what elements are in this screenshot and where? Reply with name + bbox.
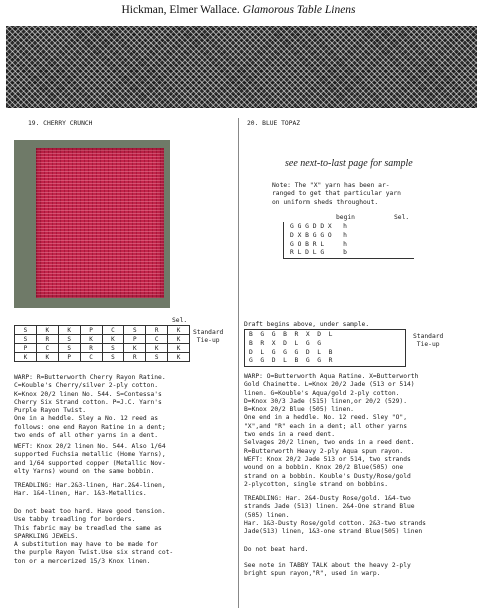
draft-cell: S (146, 353, 168, 362)
section-heading-cherry-crunch: 19. CHERRY CRUNCH (28, 120, 93, 127)
warp-paragraph-left: WARP: R=Butterworth Cherry Rayon Ratine. C=Kouble's Cherry/silver 2-ply cotton. K=Knox 20/2 linen No. 544. S=Contessa's Cherry Six Strand cotton. P=J.C. Yarn's Purple Rayon Twist. One in a heddle. Sley a No. 12 reed as follows: one end Rayon Ratine in a dent; two ends of all other yarns in a dent. (14, 374, 166, 440)
draft-row (15, 326, 190, 335)
see-sample-note: see next-to-last page for sample (285, 158, 413, 169)
standard-tieup-right: Standard Tie-up (413, 333, 444, 349)
treadling-paragraph-left: TREADLING: Har.2&3-linen, Har.2&4-linen, Har. 1&4-linen, Har. 1&3-Metallics. (14, 482, 166, 498)
small-draft-row: D X B G G O h (290, 232, 347, 239)
draft-cell: K (168, 344, 190, 353)
draft-cell: K (58, 326, 80, 335)
fabric-banner-image (6, 26, 477, 108)
small-draft-row: R L D L G b (290, 249, 347, 256)
draft-cell: R (80, 344, 102, 353)
begin-label: begin (336, 214, 355, 221)
draft-row: G G D L B G G R (249, 357, 333, 364)
draft-row (15, 344, 190, 353)
draft-cell: S (15, 326, 37, 335)
draft-cell: K (168, 335, 190, 344)
x-yarn-note: Note: The "X" yarn has been ar- ranged to get that particular yarn on uniform sheds throughout. (272, 182, 401, 206)
warp-paragraph-right: WARP: O=Butterworth Aqua Ratine. X=Butterworth Gold Chainette. L=Knox 20/2 Jade (513 or 514) linen. G=Kouble's Aqua/gold 2-ply cotton. D=Knox 30/3 Jade (515) linen,or 20/2 (529). B=Knox 20/2 Blue (505) linen. One end in a heddle. No. 12 reed. Sley "O", "X",and "R" each in a dent; all other yarns two ends in a reed dent. Selvages 20/2 linen, two ends in a reed dent. R=Butterworth Heavy 2-ply Aqua spun rayon. WEFT: Knox 20/2 Jade 513 or 514, two strands wound on a bobbin. Knox 20/2 Blue(505) one strand on a bobbin. Kouble's Dusty/Rose/gold 2-plycotton, single strand on bobbins. (244, 373, 419, 488)
small-draft-row: G O B R L h (290, 241, 347, 248)
weft-paragraph-left: WEFT: Knox 20/2 linen No. 544. Also 1/64 supported Fuchsia metallic (Home Yarns), and 1/64 supported copper (Metallic Nov- elty Yarns) wound on the same bobbin. (14, 443, 166, 475)
draft-cell: C (146, 335, 168, 344)
draft-cell: R (124, 353, 146, 362)
author-name: Hickman, Elmer Wallace. (121, 4, 240, 16)
page-header (0, 4, 477, 16)
sel-label-right: Sel. (394, 214, 410, 221)
beat-note-right: Do not beat hard. (244, 546, 309, 553)
standard-tieup-left: Standard Tie-up (193, 329, 224, 345)
draft-cell: R (146, 326, 168, 335)
treadling-paragraph-right: TREADLING: Har. 2&4-Dusty Rose/gold. 1&4-two strands Jade (513) linen. 2&4-One strand Blue (505) linen. Har. 1&3-Dusty Rose/gold cotton. 2&3-two strands Jade(513) linen, 1&3-one strand Blue(505) linen (244, 495, 426, 536)
draft-cell: P (80, 326, 102, 335)
draft-cell: C (80, 353, 102, 362)
column-divider (238, 118, 239, 608)
draft-row: B G G B R X D L (249, 331, 333, 338)
draft-cell: K (15, 353, 37, 362)
small-draft-row: G G G D D X h (290, 223, 347, 230)
threading-draft-right (244, 329, 406, 367)
draft-cell: P (124, 335, 146, 344)
small-draft-box (283, 222, 414, 259)
threading-draft-left (14, 325, 190, 362)
draft-row (15, 335, 190, 344)
draft-cell: S (102, 344, 124, 353)
swatch-fabric (36, 148, 164, 298)
cherry-crunch-swatch (14, 140, 170, 308)
draft-cell: P (58, 353, 80, 362)
draft-cell: K (102, 335, 124, 344)
draft-cell: S (124, 326, 146, 335)
draft-row (15, 353, 190, 362)
sel-label-left: Sel. (172, 317, 188, 324)
draft-cell: K (80, 335, 102, 344)
draft-row: B R X D L G G (249, 340, 322, 347)
draft-cell: K (146, 344, 168, 353)
draft-cell: K (168, 353, 190, 362)
draft-cell: K (36, 326, 58, 335)
tabby-talk-note: See note in TABBY TALK about the heavy 2-ply bright spun rayon,"R", used in warp. (244, 562, 411, 578)
draft-row: D L G G G D L B (249, 349, 333, 356)
draft-cell: S (58, 335, 80, 344)
draft-cell: S (102, 353, 124, 362)
draft-cell: C (102, 326, 124, 335)
draft-cell: P (15, 344, 37, 353)
draft-caption: Draft begins above, under sample. (244, 321, 370, 328)
book-title: Glamorous Table Linens (242, 4, 356, 16)
draft-cell: R (36, 335, 58, 344)
section-heading-blue-topaz: 20. BLUE TOPAZ (247, 120, 301, 127)
draft-cell: K (36, 353, 58, 362)
draft-cell: K (168, 326, 190, 335)
draft-cell: S (58, 344, 80, 353)
draft-cell: C (36, 344, 58, 353)
draft-cell: K (124, 344, 146, 353)
notes-paragraph-left: Do not beat too hard. Have good tension. Use tabby treadling for borders. This fabric may be treadled the same as SPARKLING JEWELS. A substitution may have to be made for the purple Rayon Twist.Use six strand cot- ton or a mercerized 15/3 Knox linen. (14, 508, 174, 565)
draft-cell: S (15, 335, 37, 344)
